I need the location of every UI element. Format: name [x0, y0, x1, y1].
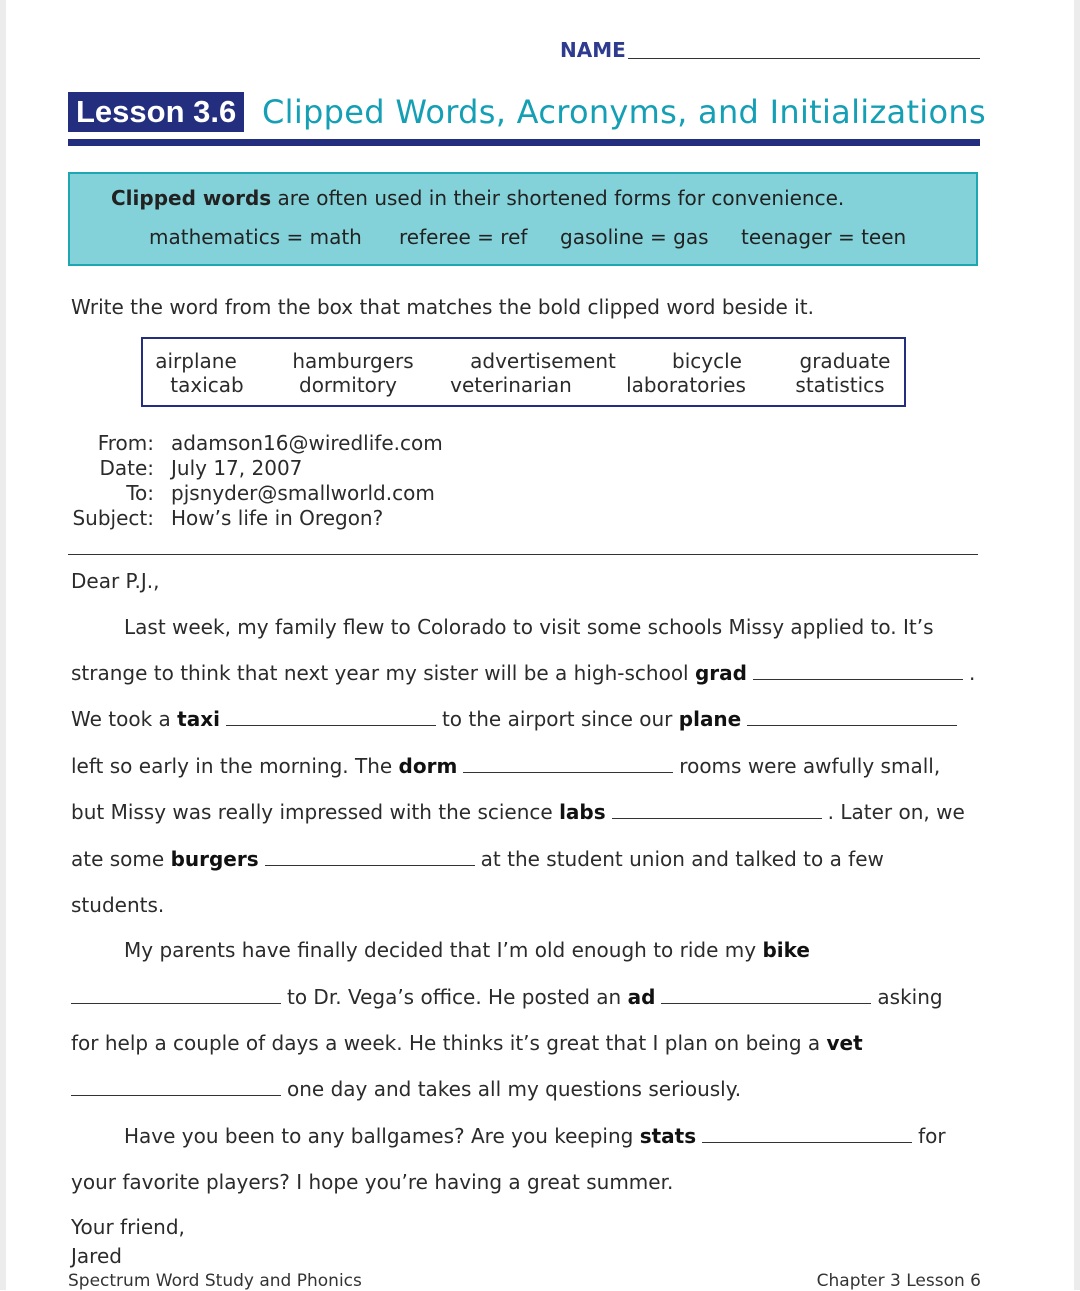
email-from-label: From:: [97, 431, 154, 455]
letter-text: to the airport since our: [441, 707, 679, 731]
letter-line: [71, 1031, 863, 1055]
letter-text: We took a: [71, 707, 178, 731]
footer-book-title: Spectrum Word Study and Phonics: [68, 1271, 362, 1291]
letter-text: . Later on, we: [827, 800, 965, 824]
letter-text: rooms were awfully small,: [679, 754, 941, 778]
email-to-label: To:: [126, 481, 154, 505]
email-header-rule: [68, 554, 978, 555]
rule-text: are often used in their shortened forms for convenience.: [271, 186, 845, 210]
answer-blank[interactable]: [612, 800, 822, 819]
rule-example: referee = ref: [399, 225, 528, 249]
letter-line: Last week, my family flew to Colorado to visit some schools Missy applied to. It’s: [124, 615, 934, 639]
title-rule: [68, 139, 980, 146]
letter-line: [71, 661, 975, 685]
name-field-line[interactable]: [628, 58, 980, 59]
lesson-title: Clipped Words, Acronyms, and Initializations: [262, 93, 986, 131]
letter-signature: Jared: [71, 1244, 122, 1268]
answer-blank[interactable]: [71, 985, 281, 1004]
letter-line: [124, 938, 810, 962]
clipped-word: dorm: [398, 754, 458, 778]
email-date-value: July 17, 2007: [171, 456, 303, 480]
letter-text: for help a couple of days a week. He thinks it’s great that I plan on being a: [71, 1031, 827, 1055]
word-bank-item: hamburgers: [292, 349, 414, 373]
letter-text: one day and takes all my questions seriously.: [287, 1077, 742, 1101]
answer-blank[interactable]: [702, 1124, 912, 1143]
page-edge-right: [1074, 0, 1080, 1290]
word-bank-item: bicycle: [672, 349, 742, 373]
letter-text: My parents have finally decided that I’m old enough to ride my: [124, 938, 763, 962]
answer-blank[interactable]: [463, 754, 673, 773]
letter-text: for: [918, 1124, 946, 1148]
letter-text: strange to think that next year my sister will be a high-school: [71, 661, 695, 685]
letter-text: at the student union and talked to a few: [480, 847, 884, 871]
letter-line: [124, 1124, 946, 1148]
email-from-value: adamson16@wiredlife.com: [171, 431, 443, 455]
clipped-word: labs: [559, 800, 606, 824]
rule-statement: [111, 186, 844, 210]
instructions: Write the word from the box that matches the bold clipped word beside it.: [71, 295, 814, 319]
letter-greeting: Dear P.J.,: [71, 569, 160, 593]
clipped-word: stats: [639, 1124, 697, 1148]
letter-line: [71, 800, 965, 824]
word-bank-item: statistics: [795, 373, 885, 397]
word-bank-item: advertisement: [470, 349, 616, 373]
lesson-tag: Lesson 3.6: [68, 92, 244, 132]
letter-line: [71, 754, 940, 778]
letter-line: students.: [71, 893, 165, 917]
clipped-word: ad: [627, 985, 656, 1009]
letter-text: to Dr. Vega’s office. He posted an: [287, 985, 628, 1009]
clipped-word: plane: [678, 707, 742, 731]
letter-text: asking: [877, 985, 943, 1009]
letter-line: [65, 1077, 741, 1101]
answer-blank[interactable]: [747, 707, 957, 726]
word-bank-item: graduate: [799, 349, 891, 373]
word-bank-item: veterinarian: [450, 373, 572, 397]
email-subject-label: Subject:: [72, 506, 154, 530]
answer-blank[interactable]: [226, 707, 436, 726]
letter-text: ate some: [71, 847, 171, 871]
letter-text: but Missy was really impressed with the science: [71, 800, 560, 824]
clipped-word: taxi: [177, 707, 220, 731]
clipped-word: grad: [694, 661, 747, 685]
letter-text: left so early in the morning. The: [71, 754, 399, 778]
letter-closing: Your friend,: [71, 1215, 185, 1239]
letter-text: Have you been to any ballgames? Are you keeping: [124, 1124, 640, 1148]
rule-example: gasoline = gas: [560, 225, 709, 249]
rule-example: mathematics = math: [149, 225, 362, 249]
clipped-word: burgers: [170, 847, 259, 871]
email-date-label: Date:: [99, 456, 154, 480]
email-subject-value: How’s life in Oregon?: [171, 506, 384, 530]
clipped-word: bike: [762, 938, 810, 962]
letter-text: .: [968, 661, 976, 685]
rule-term: Clipped words: [111, 186, 272, 210]
clipped-word: vet: [826, 1031, 863, 1055]
rule-example: teenager = teen: [741, 225, 907, 249]
letter-line: [71, 707, 963, 731]
letter-line: [65, 985, 943, 1009]
word-bank-item: laboratories: [626, 373, 746, 397]
answer-blank[interactable]: [753, 661, 963, 680]
footer-chapter: Chapter 3 Lesson 6: [816, 1271, 981, 1291]
answer-blank[interactable]: [265, 847, 475, 866]
email-to-value: pjsnyder@smallworld.com: [171, 481, 435, 505]
name-label: NAME: [560, 38, 626, 62]
answer-blank[interactable]: [71, 1077, 281, 1096]
letter-line: your favorite players? I hope you’re having a great summer.: [71, 1170, 674, 1194]
page-edge-left: [0, 0, 6, 1290]
letter-line: [71, 847, 884, 871]
word-bank-item: taxicab: [170, 373, 244, 397]
word-bank-item: dormitory: [299, 373, 397, 397]
word-bank-item: airplane: [155, 349, 237, 373]
answer-blank[interactable]: [661, 985, 871, 1004]
